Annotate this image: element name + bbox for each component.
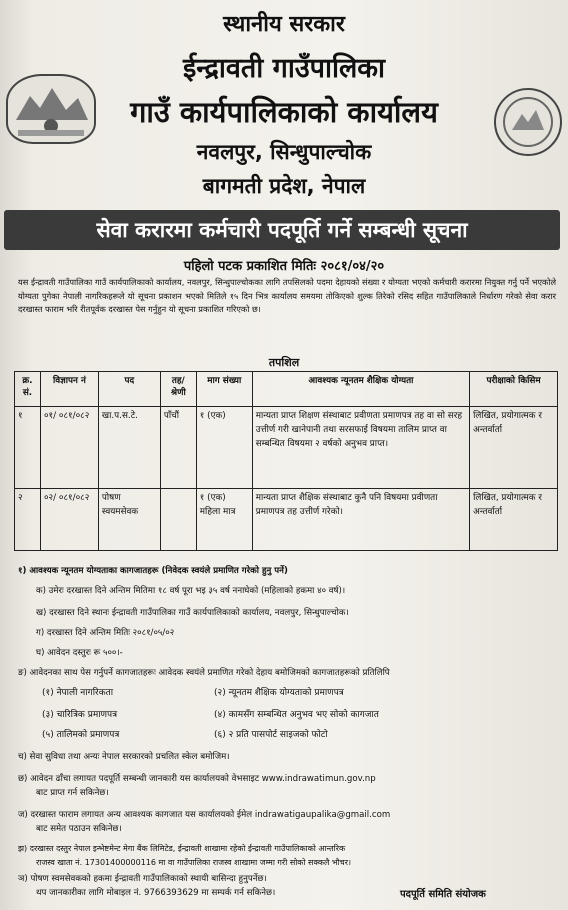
col-header-post: पद [98, 372, 160, 407]
note-last-date: ग) दरखास्त दिने अन्तिम मितिः २०८१/०५/०२ [36, 628, 175, 638]
note-service-facilities: च) सेवा सुविधा तथा अन्यः नेपाल सरकारको प्रचलित स्केल बमोजिम। [18, 752, 230, 762]
note-fee: घ) आवेदन दस्तुरः रू ५००।- [36, 648, 123, 658]
header-municipality-name: ईन्द्रावती गाउँपालिका [182, 53, 386, 84]
note-email: ज) दरखास्त फाराम लगायत अन्य आवश्यक कागजात यस कार्यालयको ईमेल indrawatigaupalika@gmail.com [18, 810, 391, 820]
cell-ad-no: ०२/ ०८१/०८२ [40, 489, 98, 551]
table-row [15, 407, 558, 489]
header-office-name: गाउँ कार्यपालिकाको कार्यालय [130, 95, 438, 129]
note-contact-mobile: थप जानकारीका लागि मोबाइल नं. 9766393629 मा सम्पर्क गर्न सकिनेछ। [36, 888, 276, 898]
table-row [15, 489, 558, 551]
note-bank-deposit-cont: राजस्व खाता नं. 17301400000116 मा वा गाउँपालिका राजस्व शाखामा जम्मा गरी सोको सक्कलै भौचर। [36, 858, 352, 867]
cell-level: पाँचौं [160, 407, 196, 489]
doc-photo: (६) २ प्रति पासपोर्ट साइजको फोटो [214, 730, 328, 740]
published-date: पहिलो पटक प्रकाशित मितिः २०८१/०४/२० [183, 259, 385, 274]
note-bank-deposit: झ) दरखास्त दस्तुर नेपाल इन्भेष्टमेन्ट मेगा बैंक लिमिटेड, ईन्द्रावती शाखामा रहेको ईन्द्रावती गाउँपालिकाको आन्तरिक [18, 844, 346, 853]
doc-education-certificate: (२) न्यूनतम शैक्षिक योग्यताको प्रमाणपत्र [214, 688, 344, 698]
col-header-ad-no: विज्ञापन नं [40, 372, 98, 407]
doc-citizenship: (१) नेपाली नागरिकता [42, 688, 114, 698]
header-address: नवलपुर, सिन्धुपाल्चोक [196, 140, 372, 164]
doc-character-certificate: (३) चारित्रिक प्रमाणपत्र [42, 710, 118, 720]
col-header-exam-type: परीक्षाको किसिम [470, 372, 558, 407]
notice-title: सेवा करारमा कर्मचारी पदपूर्ति गर्ने सम्बन्धी सूचना [96, 218, 468, 242]
col-header-qualification: आवश्यक न्यूनतम शैक्षिक योग्यता [252, 372, 469, 407]
note-nutrition-volunteer: ञ) पोषण स्वमसेवकको हकमा ईन्द्रावती गाउँपालिकाको स्थायी बासिन्दा हुनुपर्नेछ। [18, 874, 267, 884]
note-website-cont: बाट प्राप्त गर्न सकिनेछ। [36, 788, 109, 798]
cell-qualification: मान्यता प्राप्त शैक्षिक संस्थाबाट कुनै पनि विषयमा प्रवीणता प्रमाणपत्र तह उत्तीर्ण गरेको। [252, 489, 469, 551]
note-documents-to-submit: ङ) आवेदनका साथ पेस गर्नुपर्ने कागजातहरूः आवेदक स्वयंले प्रमाणित गरेको देहाय बमोजिमको कागजातहरूको प्रतिलिपि [18, 668, 390, 678]
table-header-row [15, 372, 558, 407]
cell-sn: १ [15, 407, 41, 489]
vacancy-table [14, 371, 558, 551]
cell-ad-no: ०१/ ०८१/०८२ [40, 407, 98, 489]
cell-count: १ (एक) महिला मात्र [196, 489, 252, 551]
doc-training-certificate: (५) तालिमको प्रमाणपत्र [42, 730, 120, 740]
intro-paragraph: यस ईन्द्रावती गाउँपालिका गाउँ कार्यपालिकाको कार्यालय, नवलपुर, सिन्धुपाल्चोकका लागि तपसिलको पदमा देहायको संख्या र योग्यता भएको कर्मचारी करारमा नियुक्त गर्नु पर्ने भएकोले योग्यता पुगेका नेपाली नागरिकहरूले यो सूचना प्रकाशन भएको मितिले १५ दिन भित्र कार्यालय समयमा तोकिएको शुल्क तिरेको रसिद सहित गाउँपालिकाले निर्धारण गरेको सेवा करार दरखास्त फाराम भरि रीतपूर्वक दरखास्त पेस गर्नुहुन यो सूचना प्रकाशित गरिएको छ। [18, 277, 556, 314]
col-header-count: माग संख्या [196, 372, 252, 407]
cell-qualification: मान्यता प्राप्त शिक्षण संस्थाबाट प्रवीणता प्रमाणपत्र तह वा सो सरह उत्तीर्ण गरी खानेपानी तथा सरसफाई विषयमा तालिम प्राप्त वा सम्बन्धित विषयमा २ वर्षको अनुभव प्राप्त। [252, 407, 469, 489]
note-application-place: ख) दरखास्त दिने स्थानः ईन्द्रावती गाउँपालिका गाउँ कार्यपालिकाको कार्यालय, नवलपुर, सिन्धुपाल्चोक। [36, 608, 349, 618]
cell-post: पोषण स्वयमसेवक [98, 489, 160, 551]
cell-exam-type: लिखित, प्रयोगात्मक र अन्तर्वार्ता [470, 489, 558, 551]
col-header-level: तह/ श्रेणी [160, 372, 196, 407]
doc-experience: (४) कामसँग सम्बन्धित अनुभव भए सोको कागजात [214, 710, 379, 720]
note-email-cont: बाट समेत पठाउन सकिनेछ। [36, 824, 122, 834]
table-caption: तपशिल [268, 356, 300, 369]
cell-count: १ (एक) [196, 407, 252, 489]
cell-exam-type: लिखित, प्रयोगात्मक र अन्तर्वार्ता [470, 407, 558, 489]
signatory-title: पदपूर्ति समिति संयोजक [400, 889, 486, 900]
note-age: क) उमेरः दरखास्त दिने अन्तिम मितिमा १८ वर्ष पूरा भइ ३५ वर्ष ननाघेको (महिलाको हकमा ४० वर्ष)। [36, 586, 346, 596]
notice-title-banner [4, 210, 560, 250]
col-header-sn: क्र. सं. [15, 372, 41, 407]
cell-sn: २ [15, 489, 41, 551]
cell-level [160, 489, 196, 551]
note-required-documents: १) आवश्यक न्यूनतम योग्यताका कागजातहरू (निवेदक स्वयंले प्रमाणित गरेको हुनु पर्ने) [18, 566, 288, 576]
note-website: छ) आवेदन ढाँचा लगायत पदपूर्ति सम्बन्धी जानकारी यस कार्यालयको वेभसाइट www.indrawatimun.gov.np [18, 774, 376, 784]
header-province: बागमती प्रदेश, नेपाल [202, 174, 366, 198]
cell-post: खा.प.स.टे. [98, 407, 160, 489]
header-local-government: स्थानीय सरकार [223, 12, 345, 37]
